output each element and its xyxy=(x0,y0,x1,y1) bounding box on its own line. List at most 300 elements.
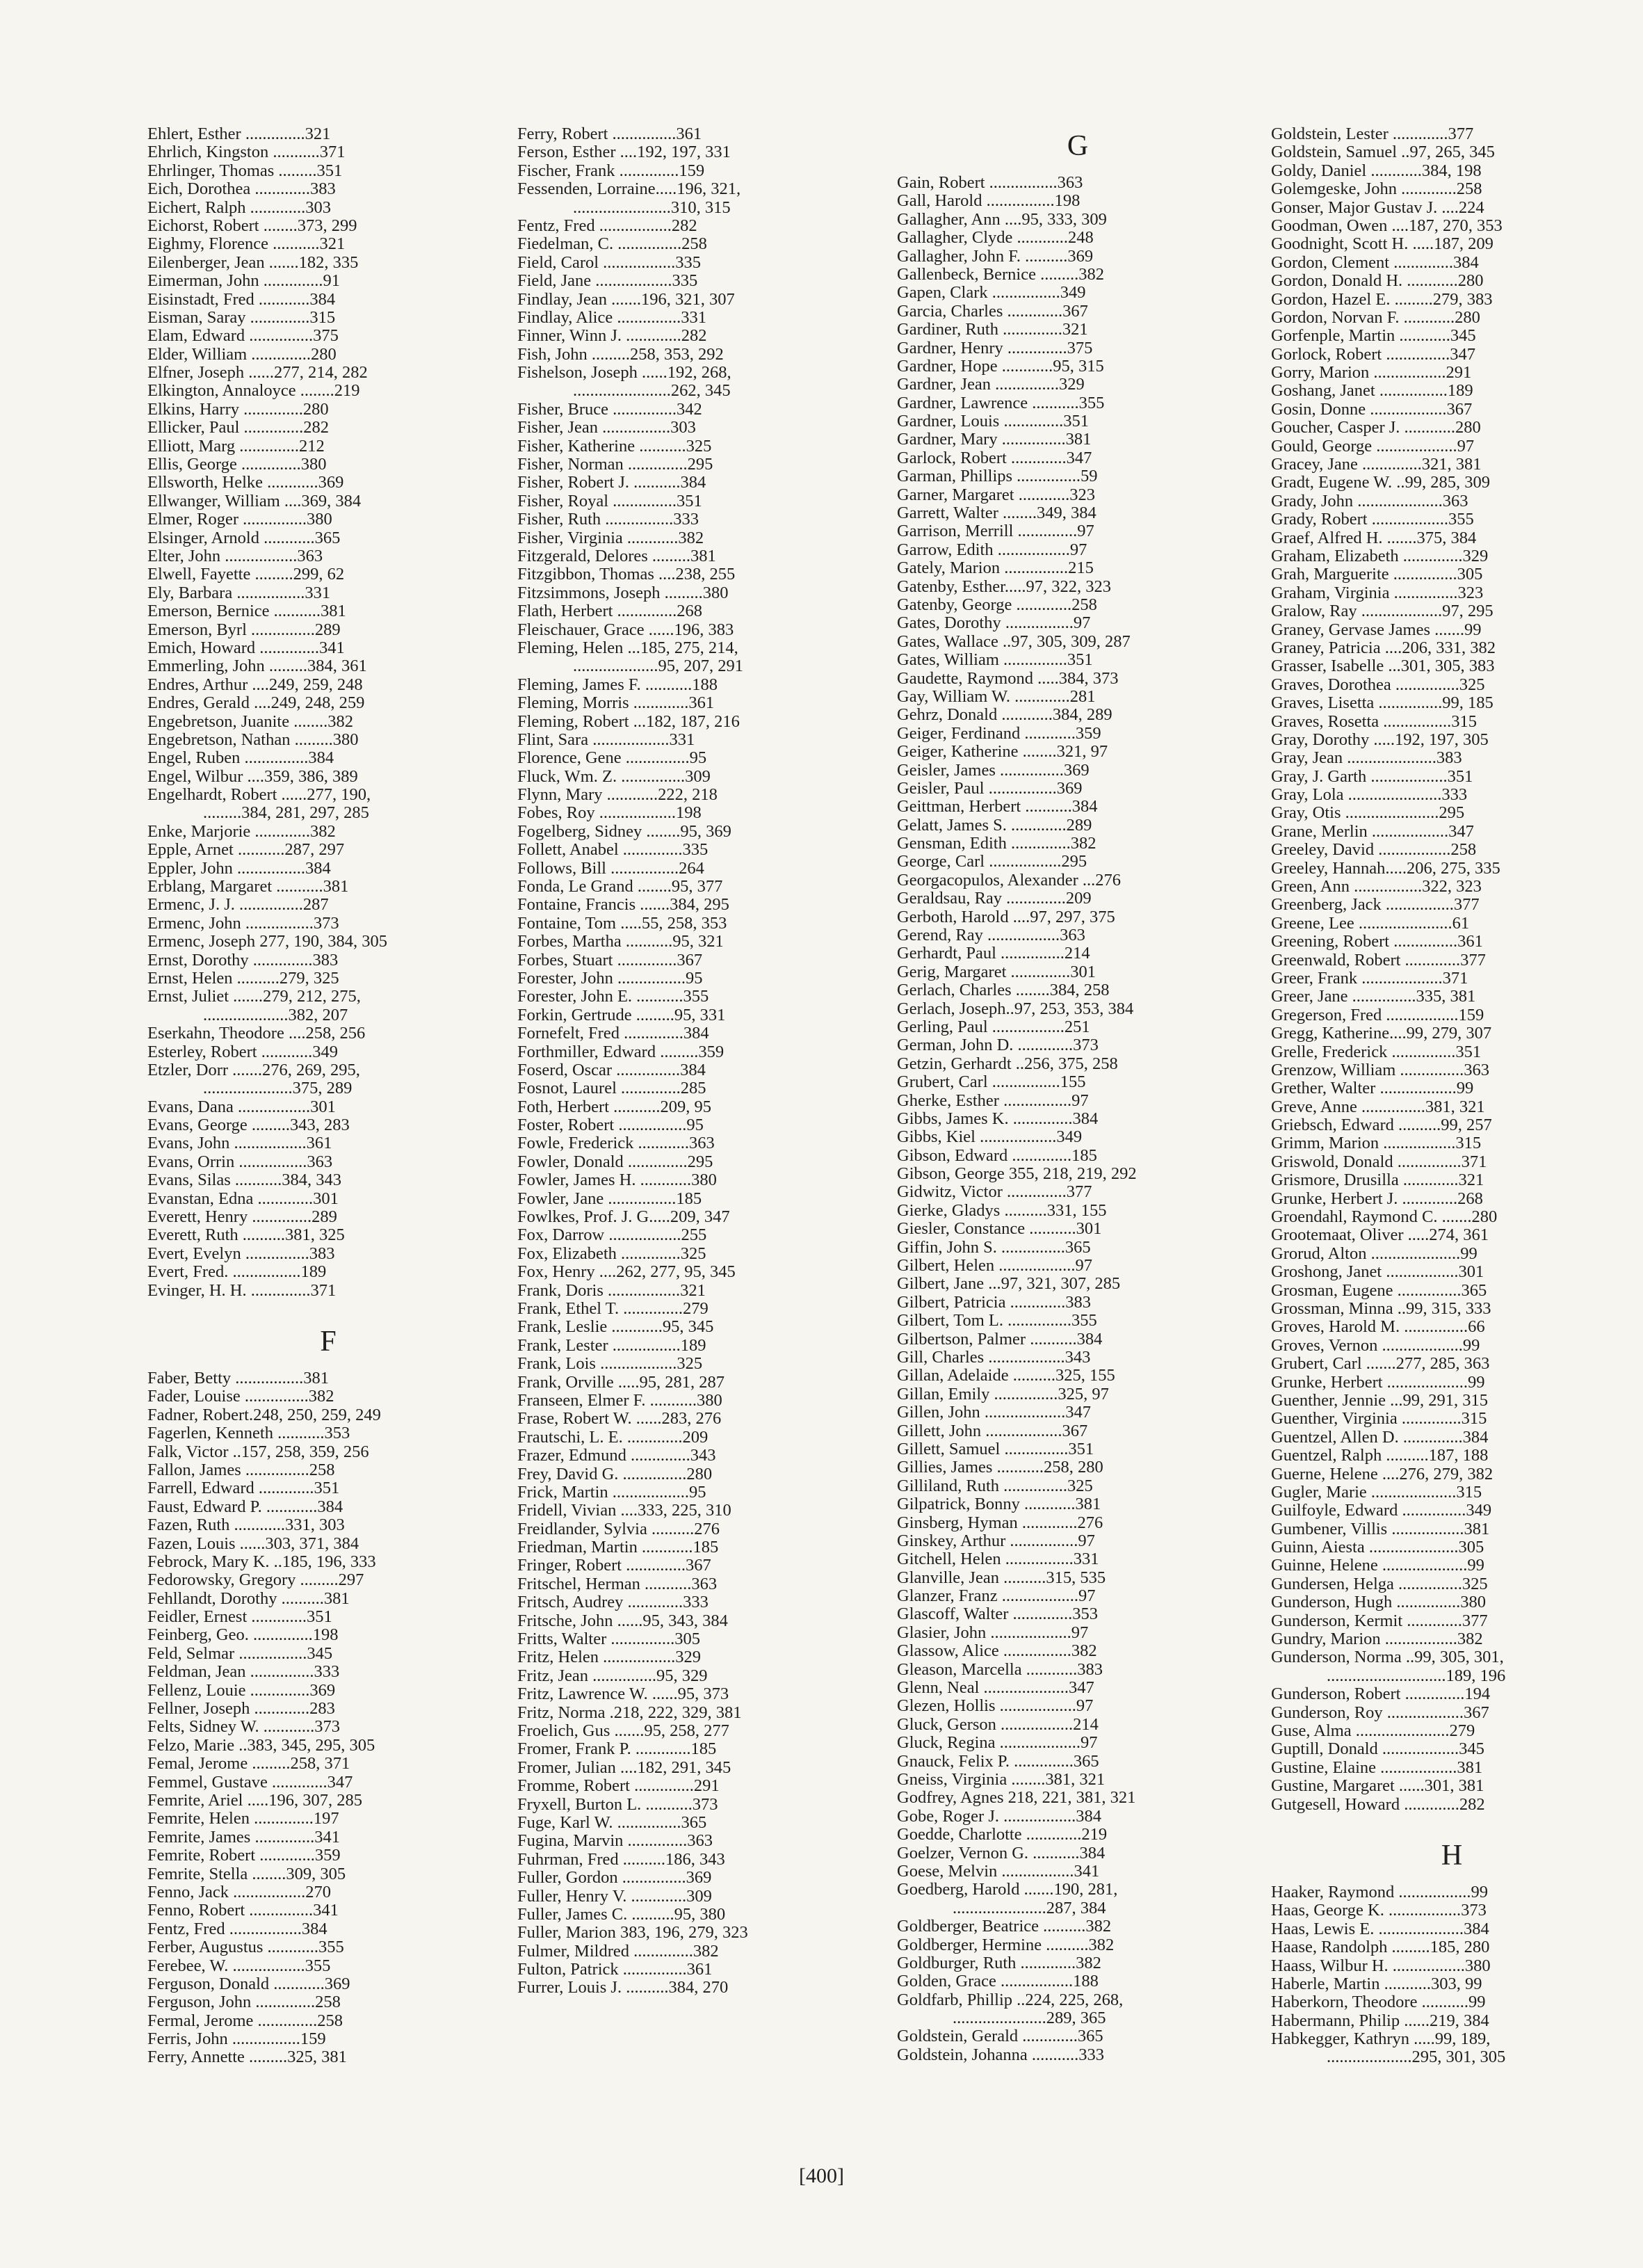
index-entry: Femrite, Ariel .....196, 307, 285 xyxy=(147,1791,362,1810)
index-entry: Gorlock, Robert ...............347 xyxy=(1271,345,1475,364)
index-entry: Emerson, Bernice ...........381 xyxy=(147,602,346,621)
index-entry: Fellenz, Louie ..............369 xyxy=(147,1681,336,1700)
index-entry: Gardner, Jean ...............329 xyxy=(897,376,1085,394)
index-entry: Fritsche, John ......95, 343, 384 xyxy=(517,1611,728,1630)
index-entry: ....................382, 207 xyxy=(203,1006,348,1024)
index-entry: Gumbener, Villis .................381 xyxy=(1271,1520,1490,1538)
index-entry: Engelhardt, Robert ......277, 190, xyxy=(147,786,371,805)
index-entry: Groshong, Janet .................301 xyxy=(1271,1263,1484,1282)
index-entry: Graney, Gervase James .......99 xyxy=(1271,620,1482,639)
index-entry: Everett, Henry ..............289 xyxy=(147,1208,337,1227)
index-entry: Gardner, Mary ...............381 xyxy=(897,431,1092,449)
index-entry: Gehrz, Donald ............384, 289 xyxy=(897,706,1112,725)
index-entry: Fleischauer, Grace ......196, 383 xyxy=(517,620,734,639)
index-entry: Ellicker, Paul ..............282 xyxy=(147,419,329,437)
index-entry: Field, Carol .................335 xyxy=(517,253,702,272)
index-entry: Gutgesell, Howard .............282 xyxy=(1271,1795,1485,1814)
index-entry: Findlay, Alice ...............331 xyxy=(517,308,706,327)
index-entry: Engebretson, Juanite ........382 xyxy=(147,712,353,731)
index-entry: Eighmy, Florence ...........321 xyxy=(147,235,346,254)
index-entry: Gitchell, Helen ................331 xyxy=(897,1550,1099,1569)
index-entry: Engel, Ruben ...............384 xyxy=(147,749,334,768)
index-entry: Gardner, Louis ..............351 xyxy=(897,412,1089,431)
index-entry: Fadner, Robert.248, 250, 259, 249 xyxy=(147,1406,381,1424)
index-entry: Follows, Bill ................264 xyxy=(517,859,704,878)
index-entry: Glascoff, Walter ..............353 xyxy=(897,1605,1099,1624)
index-entry: Geiger, Katherine ........321, 97 xyxy=(897,743,1108,762)
index-entry: Grane, Merlin ..................347 xyxy=(1271,822,1474,841)
index-entry: Fisher, Norman ..............295 xyxy=(517,456,713,474)
index-entry: Gray, Lola ......................333 xyxy=(1271,786,1468,805)
index-entry: Fowler, Jane ................185 xyxy=(517,1189,702,1208)
index-entry: Haaker, Raymond .................99 xyxy=(1271,1883,1489,1901)
index-entry: Gerig, Margaret ..............301 xyxy=(897,963,1096,981)
index-entry: Goelzer, Vernon G. ...........384 xyxy=(897,1844,1106,1863)
index-entry: Faust, Edward P. ............384 xyxy=(147,1497,343,1516)
index-entry: Engebretson, Nathan .........380 xyxy=(147,730,359,749)
index-entry: Febrock, Mary K. ..185, 196, 333 xyxy=(147,1552,376,1571)
index-entry-list xyxy=(517,125,879,1997)
index-entry: Guentzel, Ralph ..........187, 188 xyxy=(1271,1447,1489,1465)
index-entry: Gerboth, Harold ....97, 297, 375 xyxy=(897,908,1115,926)
index-entry: .......................310, 315 xyxy=(573,198,731,217)
index-entry: Eisman, Saray ..............315 xyxy=(147,308,336,327)
index-entry: Grubert, Carl .......277, 285, 363 xyxy=(1271,1355,1490,1374)
index-entry: Fontaine, Tom .....55, 258, 353 xyxy=(517,914,727,933)
index-entry: Gregerson, Fred .................159 xyxy=(1271,1006,1484,1024)
index-entry: Elam, Edward ...............375 xyxy=(147,327,339,346)
index-entry: Greve, Anne ...............381, 321 xyxy=(1271,1097,1485,1116)
index-entry: Elter, John .................363 xyxy=(147,547,323,565)
index-entry: Felzo, Marie ..383, 345, 295, 305 xyxy=(147,1736,375,1755)
index-entry: Gay, William W. .............281 xyxy=(897,687,1096,706)
index-entry: Fitzgerald, Delores .........381 xyxy=(517,547,716,565)
index-entry: Gelatt, James S. .............289 xyxy=(897,816,1092,835)
index-entry: Gapen, Clark ................349 xyxy=(897,284,1086,303)
index-entry: Gatenby, Esther.....97, 322, 323 xyxy=(897,577,1112,596)
index-entry: Fowler, James H. ............380 xyxy=(517,1171,717,1190)
index-entry: Fowle, Frederick ............363 xyxy=(517,1134,715,1153)
index-entry: Endres, Arthur ....249, 259, 248 xyxy=(147,675,363,694)
index-entry: Frank, Doris .................321 xyxy=(517,1281,706,1300)
index-entry: Ginskey, Arthur ................97 xyxy=(897,1531,1095,1550)
index-entry: Groves, Harold M. ...............66 xyxy=(1271,1318,1485,1337)
index-entry: Everett, Ruth ..........381, 325 xyxy=(147,1226,345,1245)
index-entry: Eichorst, Robert ........373, 299 xyxy=(147,216,357,235)
index-entry: Golden, Grace .................188 xyxy=(897,1972,1099,1991)
index-entry: Ferber, Augustus ............355 xyxy=(147,1938,344,1957)
index-entry: Eimerman, John ..............91 xyxy=(147,272,340,291)
index-entry: Gray, J. Garth ..................351 xyxy=(1271,767,1473,786)
index-entry: Feinberg, Geo. ..............198 xyxy=(147,1626,339,1645)
index-entry: Gillies, James ...........258, 280 xyxy=(897,1458,1103,1477)
index-entry: Gobe, Roger J. .................384 xyxy=(897,1807,1101,1826)
index-entry: Gundry, Marion .................382 xyxy=(1271,1630,1483,1649)
index-entry: Etzler, Dorr .......276, 269, 295, xyxy=(147,1061,360,1079)
index-entry: Follett, Anabel ..............335 xyxy=(517,841,709,860)
index-entry: Foster, Robert ................95 xyxy=(517,1116,704,1135)
index-entry: Giesler, Constance ...........301 xyxy=(897,1220,1102,1239)
index-entry: Fallon, James ...............258 xyxy=(147,1461,335,1479)
index-entry: Ermenc, J. J. ...............287 xyxy=(147,896,329,915)
index-entry: Gunderson, Kermit .............377 xyxy=(1271,1611,1488,1630)
index-entry: Fogelberg, Sidney ........95, 369 xyxy=(517,822,731,841)
index-entry: Elsinger, Arnold ............365 xyxy=(147,529,341,547)
index-entry: Fromme, Robert ..............291 xyxy=(517,1777,720,1796)
index-entry: Gray, Dorothy .....192, 197, 305 xyxy=(1271,730,1489,749)
index-entry: Fritz, Norma .218, 222, 329, 381 xyxy=(517,1703,742,1722)
index-entry: Fuller, Marion 383, 196, 279, 323 xyxy=(517,1924,748,1943)
index-entry: Glezen, Hollis ..................97 xyxy=(897,1697,1094,1716)
index-entry: Engel, Wilbur ....359, 386, 389 xyxy=(147,767,358,786)
index-entry: Fritts, Walter ...............305 xyxy=(517,1630,700,1649)
index-entry: Gray, Otis ......................295 xyxy=(1271,804,1465,823)
index-entry: ....................95, 207, 291 xyxy=(573,657,743,676)
index-entry: Gibbs, James K. ..............384 xyxy=(897,1109,1099,1128)
index-entry: Fisher, Jean ................303 xyxy=(517,419,696,437)
index-entry: Giffin, John S. ...............365 xyxy=(897,1238,1091,1257)
index-entry: Ferry, Annette .........325, 381 xyxy=(147,2048,347,2067)
index-entry: Foth, Herbert ...........209, 95 xyxy=(517,1097,711,1116)
index-entry: Fuller, Gordon ...............369 xyxy=(517,1869,712,1888)
index-entry: Ellis, George ..............380 xyxy=(147,456,327,474)
index-entry: Gralow, Ray ...................97, 295 xyxy=(1271,602,1494,621)
index-entry-list xyxy=(897,174,1258,2064)
index-entry: Gneiss, Virginia ........381, 321 xyxy=(897,1770,1106,1789)
index-entry: Femrite, Stella ........309, 305 xyxy=(147,1865,346,1883)
index-entry: Gierke, Gladys ..........331, 155 xyxy=(897,1201,1107,1220)
index-entry: Graef, Alfred H. .......375, 384 xyxy=(1271,529,1477,547)
index-entry: Glasier, John ...................97 xyxy=(897,1623,1089,1642)
index-entry: Frey, David G. ...............280 xyxy=(517,1465,713,1483)
index-entry: Field, Jane ..................335 xyxy=(517,272,698,291)
index-entry: Glassow, Alice ................382 xyxy=(897,1642,1097,1661)
index-entry: Greeley, David .................258 xyxy=(1271,841,1477,860)
index-entry: Fentz, Fred .................384 xyxy=(147,1920,327,1938)
index-entry: Graney, Patricia ....206, 331, 382 xyxy=(1271,638,1496,657)
index-entry: Falk, Victor ..157, 258, 359, 256 xyxy=(147,1442,369,1461)
index-entry: Gunderson, Robert ..............194 xyxy=(1271,1685,1491,1704)
index-entry: Habermann, Philip ......219, 384 xyxy=(1271,2011,1489,2030)
index-entry: Fox, Henry ....262, 277, 95, 345 xyxy=(517,1263,736,1282)
index-entry: Fitzgibbon, Thomas ....238, 255 xyxy=(517,565,736,584)
index-entry: Fleming, Helen ...185, 275, 214, xyxy=(517,638,738,657)
index-entry: Fisher, Katherine ...........325 xyxy=(517,437,712,456)
index-entry: Guinn, Aiesta .....................305 xyxy=(1271,1538,1484,1557)
index-entry: Fenno, Jack .................270 xyxy=(147,1883,332,1901)
index-entry: Gerhardt, Paul ...............214 xyxy=(897,944,1090,963)
index-entry: Groves, Vernon ...................99 xyxy=(1271,1336,1480,1355)
index-entry: Femrite, James ..............341 xyxy=(147,1828,340,1847)
index-entry: Geisler, Paul ................369 xyxy=(897,779,1083,798)
index-entry: Goldburger, Ruth .............382 xyxy=(897,1954,1101,1972)
index-entry: Fleming, James F. ...........188 xyxy=(517,675,718,694)
index-entry: Frank, Leslie ............95, 345 xyxy=(517,1318,714,1337)
index-entry: Gates, Dorothy ................97 xyxy=(897,614,1091,633)
index-column-2 xyxy=(517,125,879,1997)
index-entry: Fosnot, Laurel ..............285 xyxy=(517,1079,706,1098)
index-entry: Haas, Lewis E. ....................384 xyxy=(1271,1920,1489,1938)
index-entry: Enke, Marjorie .............382 xyxy=(147,822,336,841)
index-entry: Gorfenple, Martin ............345 xyxy=(1271,327,1476,346)
index-entry: Guentzel, Allen D. ..............384 xyxy=(1271,1428,1489,1447)
index-entry: Grether, Walter ..................99 xyxy=(1271,1079,1474,1098)
index-entry: Grady, Robert ..................355 xyxy=(1271,510,1474,529)
index-entry: Evinger, H. H. ..............371 xyxy=(147,1281,337,1300)
index-entry: Ferebee, W. .................355 xyxy=(147,1956,331,1975)
index-entry: Fleming, Robert ...182, 187, 216 xyxy=(517,712,740,731)
index-entry: Feld, Selmar ................345 xyxy=(147,1644,333,1663)
index-entry: .........384, 281, 297, 285 xyxy=(203,804,369,823)
index-entry: Gibson, George 355, 218, 219, 292 xyxy=(897,1165,1137,1184)
index-entry: Gilbert, Tom L. ...............355 xyxy=(897,1312,1097,1330)
index-entry: Gallagher, Clyde ............248 xyxy=(897,229,1094,248)
index-entry: Elder, William ..............280 xyxy=(147,345,337,364)
index-entry: Greenwald, Robert .............377 xyxy=(1271,951,1486,970)
index-entry: Goldstein, Gerald .............365 xyxy=(897,2027,1103,2046)
index-entry: Guenther, Virginia ..............315 xyxy=(1271,1410,1487,1429)
index-entry: Grootemaat, Oliver .....274, 361 xyxy=(1271,1226,1489,1245)
index-entry: ......................289, 365 xyxy=(953,2009,1106,2028)
index-entry: Femrite, Robert .............359 xyxy=(147,1847,341,1865)
index-entry: Goldy, Daniel ............384, 198 xyxy=(1271,161,1482,180)
index-entry: ............................189, 196 xyxy=(1327,1666,1506,1685)
index-entry: Faber, Betty ................381 xyxy=(147,1369,330,1388)
index-entry: Freidlander, Sylvia ..........276 xyxy=(517,1520,720,1538)
index-entry: Gluck, Gerson .................214 xyxy=(897,1715,1099,1734)
index-entry: Frase, Robert W. ......283, 276 xyxy=(517,1410,722,1429)
index-entry: Graves, Rosetta ................315 xyxy=(1271,712,1477,731)
index-entry: Greene, Lee ......................61 xyxy=(1271,914,1470,933)
index-entry: Fuller, James C. ..........95, 380 xyxy=(517,1905,726,1924)
index-entry: Gunderson, Hugh ...............380 xyxy=(1271,1593,1486,1612)
index-entry: Gustine, Elaine ..................381 xyxy=(1271,1758,1483,1777)
index-entry: Gillett, Samuel ...............351 xyxy=(897,1440,1094,1458)
index-entry: German, John D. .............373 xyxy=(897,1036,1099,1055)
index-entry: Fornefelt, Fred ..............384 xyxy=(517,1024,709,1043)
index-entry: Gensman, Edith ..............382 xyxy=(897,835,1096,853)
index-entry: Gluck, Regina ...................97 xyxy=(897,1734,1098,1753)
index-entry: Emich, Howard ..............341 xyxy=(147,638,345,657)
index-entry: Groendahl, Raymond C. .......280 xyxy=(1271,1208,1498,1227)
index-entry: Fluck, Wm. Z. ...............309 xyxy=(517,767,711,786)
index-entry: Gordon, Hazel E. .........279, 383 xyxy=(1271,290,1493,309)
index-entry: Graham, Virginia ...............323 xyxy=(1271,584,1484,602)
index-entry: Fritz, Helen .................329 xyxy=(517,1648,702,1667)
index-entry: Goese, Melvin .................341 xyxy=(897,1862,1100,1881)
index-entry: Gardiner, Ruth ..............321 xyxy=(897,321,1088,339)
index-entry: Goldberger, Beatrice ..........382 xyxy=(897,1917,1112,1936)
index-entry: Ginsberg, Hyman .............276 xyxy=(897,1513,1103,1532)
index-entry: Haberle, Martin ...........303, 99 xyxy=(1271,1975,1482,1993)
index-entry: Gately, Marion ...............215 xyxy=(897,559,1094,578)
index-entry: Haass, Wilbur H. .................380 xyxy=(1271,1956,1491,1975)
index-entry: Fleming, Morris .............361 xyxy=(517,694,715,713)
index-entry: Gates, William ...............351 xyxy=(897,651,1093,670)
index-entry: Fritschel, Herman ...........363 xyxy=(517,1575,718,1593)
index-entry: Gerlach, Joseph..97, 253, 353, 384 xyxy=(897,999,1134,1018)
index-entry: Fiedelman, C. ...............258 xyxy=(517,235,707,254)
index-entry: Frautschi, L. E. .............209 xyxy=(517,1428,709,1447)
index-entry: Garrow, Edith .................97 xyxy=(897,540,1087,559)
index-entry: Endres, Gerald ....249, 248, 259 xyxy=(147,694,365,713)
index-entry: Grubert, Carl ................155 xyxy=(897,1073,1086,1092)
index-entry: Garlock, Robert .............347 xyxy=(897,449,1092,467)
index-entry: Grunke, Herbert ...................99 xyxy=(1271,1373,1485,1392)
page-number: [400] xyxy=(799,2164,844,2187)
index-entry: Gilbert, Jane ...97, 321, 307, 285 xyxy=(897,1275,1121,1294)
index-entry: Fowlkes, Prof. J. G.....209, 347 xyxy=(517,1208,730,1227)
index-entry: Furrer, Louis J. ..........384, 270 xyxy=(517,1979,729,1997)
index-entry: Fentz, Fred .................282 xyxy=(517,216,697,235)
index-entry: Forester, John ................95 xyxy=(517,969,703,988)
index-entry: Fessenden, Lorraine.....196, 321, xyxy=(517,180,741,199)
index-entry: Gatenby, George .............258 xyxy=(897,595,1097,614)
index-entry: Guerne, Helene ....276, 279, 382 xyxy=(1271,1465,1494,1483)
index-entry: Goldfarb, Phillip ..224, 225, 268, xyxy=(897,1990,1124,2009)
index-entry: Fridell, Vivian ....333, 225, 310 xyxy=(517,1502,731,1520)
index-entry: Grosman, Eugene ...............365 xyxy=(1271,1281,1487,1300)
index-entry: Fader, Louise ...............382 xyxy=(147,1388,334,1406)
index-entry: Grah, Marguerite ...............305 xyxy=(1271,565,1483,584)
index-entry: Fryxell, Burton L. ...........373 xyxy=(517,1795,718,1814)
index-entry: .......................262, 345 xyxy=(573,382,731,401)
index-entry: Fox, Darrow .................255 xyxy=(517,1226,707,1245)
index-entry: Fritz, Lawrence W. ......95, 373 xyxy=(517,1685,729,1704)
index-entry: Flath, Herbert ..............268 xyxy=(517,602,703,621)
index-entry: Emmerling, John .........384, 361 xyxy=(147,657,367,676)
index-entry: Graves, Lisetta ...............99, 185 xyxy=(1271,694,1494,713)
index-entry: Fontaine, Francis .......384, 295 xyxy=(517,896,729,915)
index-entry: George, Carl .................295 xyxy=(897,853,1087,871)
index-entry: Fugina, Marvin ..............363 xyxy=(517,1832,713,1851)
index-entry: Griswold, Donald ...............371 xyxy=(1271,1152,1487,1171)
index-entry: Elkington, Annaloyce ........219 xyxy=(147,382,360,401)
index-entry: Frank, Orville .....95, 281, 287 xyxy=(517,1373,725,1392)
index-entry: Ferry, Robert ...............361 xyxy=(517,125,702,143)
index-entry: Eilenberger, Jean .......182, 335 xyxy=(147,253,359,272)
index-entry: Fisher, Ruth ................333 xyxy=(517,510,699,529)
index-entry: Goshang, Janet ................189 xyxy=(1271,382,1473,401)
index-entry: Garcia, Charles .............367 xyxy=(897,302,1088,321)
index-entry: Ferguson, John ..............258 xyxy=(147,1993,341,2012)
index-entry: Grorud, Alton .....................99 xyxy=(1271,1244,1478,1263)
index-entry: Eich, Dorothea .............383 xyxy=(147,180,336,199)
index-entry: Gates, Wallace ..97, 305, 309, 287 xyxy=(897,632,1131,651)
index-entry: Ernst, Juliet .......279, 212, 275, xyxy=(147,988,361,1006)
index-entry: Eichert, Ralph .............303 xyxy=(147,198,332,217)
index-entry: Forbes, Stuart ..............367 xyxy=(517,951,703,970)
index-entry: Evans, Orrin ................363 xyxy=(147,1152,333,1171)
index-entry: Glanzer, Franz ..................97 xyxy=(897,1587,1096,1606)
index-entry: Geisler, James ...............369 xyxy=(897,761,1090,780)
index-entry: Evans, John .................361 xyxy=(147,1134,332,1153)
index-entry: Eppler, John ................384 xyxy=(147,859,331,878)
index-entry: Goldstein, Lester .............377 xyxy=(1271,125,1474,143)
index-entry: Ferson, Esther ....192, 197, 331 xyxy=(517,143,731,162)
index-entry: Franseen, Elmer F. ...........380 xyxy=(517,1391,722,1410)
index-entry: Gillan, Emily ...............325, 97 xyxy=(897,1385,1109,1404)
index-entry: Elmer, Roger ...............380 xyxy=(147,510,332,529)
index-entry: Grossman, Minna ..99, 315, 333 xyxy=(1271,1300,1491,1318)
index-entry: Flint, Sara ..................331 xyxy=(517,730,695,749)
index-entry: Geraldsau, Ray ..............209 xyxy=(897,890,1092,908)
index-entry: Ely, Barbara ................331 xyxy=(147,584,331,602)
index-entry: Gordon, Donald H. ............280 xyxy=(1271,272,1484,291)
index-entry: Gordon, Norvan F. ............280 xyxy=(1271,308,1480,327)
index-entry: Gray, Jean .....................383 xyxy=(1271,749,1462,768)
section-heading: G xyxy=(1067,130,1089,162)
index-entry: Ferris, John ................159 xyxy=(147,2030,326,2049)
index-entry: Haase, Randolph .........185, 280 xyxy=(1271,1938,1490,1957)
index-entry: Fobes, Roy ..................198 xyxy=(517,804,702,823)
index-entry: Gaudette, Raymond .....384, 373 xyxy=(897,669,1119,688)
index-entry: Evans, George .........343, 283 xyxy=(147,1116,350,1135)
index-entry: Goedde, Charlotte .............219 xyxy=(897,1826,1108,1844)
index-entry: Ernst, Dorothy ..............383 xyxy=(147,951,339,970)
index-entry: Ehlert, Esther ..............321 xyxy=(147,125,331,143)
index-entry: Gallagher, John F. ..........369 xyxy=(897,247,1094,266)
index-entry: Ehrlinger, Thomas .........351 xyxy=(147,161,343,180)
index-entry: Flynn, Mary ............222, 218 xyxy=(517,786,718,805)
index-entry: Grady, John ....................363 xyxy=(1271,492,1468,510)
index-entry: Greer, Frank ...................371 xyxy=(1271,969,1468,988)
index-entry: Gosin, Donne ..................367 xyxy=(1271,400,1473,419)
index-entry: Godfrey, Agnes 218, 221, 381, 321 xyxy=(897,1789,1136,1808)
index-entry: Fehllandt, Dorothy ..........381 xyxy=(147,1589,350,1608)
index-entry: Greenberg, Jack ................377 xyxy=(1271,896,1480,915)
index-entry: Fenno, Robert ...............341 xyxy=(147,1901,339,1920)
index-entry: Griebsch, Edward ..........99, 257 xyxy=(1271,1116,1492,1135)
index-entry: Fisher, Robert J. ...........384 xyxy=(517,474,706,492)
index-entry: Habkegger, Kathryn .....99, 189, xyxy=(1271,2030,1491,2049)
index-entry: Froelich, Gus .......95, 258, 277 xyxy=(517,1721,729,1740)
index-entry: Frank, Lois ..................325 xyxy=(517,1355,703,1374)
index-entry: Gidwitz, Victor ..............377 xyxy=(897,1183,1092,1202)
index-entry: Gall, Harold ................198 xyxy=(897,192,1081,211)
index-entry: ....................295, 301, 305 xyxy=(1327,2048,1506,2067)
index-entry: Gundersen, Helga ...............325 xyxy=(1271,1575,1488,1593)
index-entry: Gallenbeck, Bernice .........382 xyxy=(897,265,1104,284)
index-entry: Gill, Charles ..................343 xyxy=(897,1349,1091,1367)
index-entry: Ermenc, Joseph 277, 190, 384, 305 xyxy=(147,933,387,951)
index-entry: Greeley, Hannah.....206, 275, 335 xyxy=(1271,859,1500,878)
index-entry: Gillett, John ..................367 xyxy=(897,1422,1088,1440)
index-entry: Feldman, Jean ...............333 xyxy=(147,1663,340,1682)
index-entry: Fazen, Ruth ............331, 303 xyxy=(147,1516,345,1535)
index-entry: Fritz, Jean ...............95, 329 xyxy=(517,1666,708,1685)
index-entry: Evans, Silas ...........384, 343 xyxy=(147,1171,342,1190)
index-entry: Femmel, Gustave .............347 xyxy=(147,1773,353,1792)
index-entry: Fuhrman, Fred ..........186, 343 xyxy=(517,1850,725,1869)
index-column-4 xyxy=(1271,125,1633,2067)
index-entry: Gonser, Major Gustav J. ....224 xyxy=(1271,198,1484,217)
index-entry: Golemgeske, John .............258 xyxy=(1271,180,1482,199)
index-entry: Gerling, Paul .................251 xyxy=(897,1018,1090,1036)
index-entry: .....................375, 289 xyxy=(203,1079,353,1098)
index-entry: Forthmiller, Edward .........359 xyxy=(517,1043,725,1061)
index-entry: Frank, Lester ................189 xyxy=(517,1336,706,1355)
index-entry: Gustine, Margaret ......301, 381 xyxy=(1271,1777,1484,1796)
index-entry: Evert, Fred. ................189 xyxy=(147,1263,327,1282)
index-entry: Goucher, Casper J. ............280 xyxy=(1271,419,1481,437)
index-entry: Esterley, Robert ............349 xyxy=(147,1043,338,1061)
index-entry: Gerlach, Charles ........384, 258 xyxy=(897,981,1110,1000)
index-entry: Gallagher, Ann ....95, 333, 309 xyxy=(897,210,1107,229)
index-column-1 xyxy=(147,125,509,2067)
index-entry: Grenzow, William ...............363 xyxy=(1271,1061,1490,1079)
index-entry: Grunke, Herbert J. .............268 xyxy=(1271,1189,1483,1208)
